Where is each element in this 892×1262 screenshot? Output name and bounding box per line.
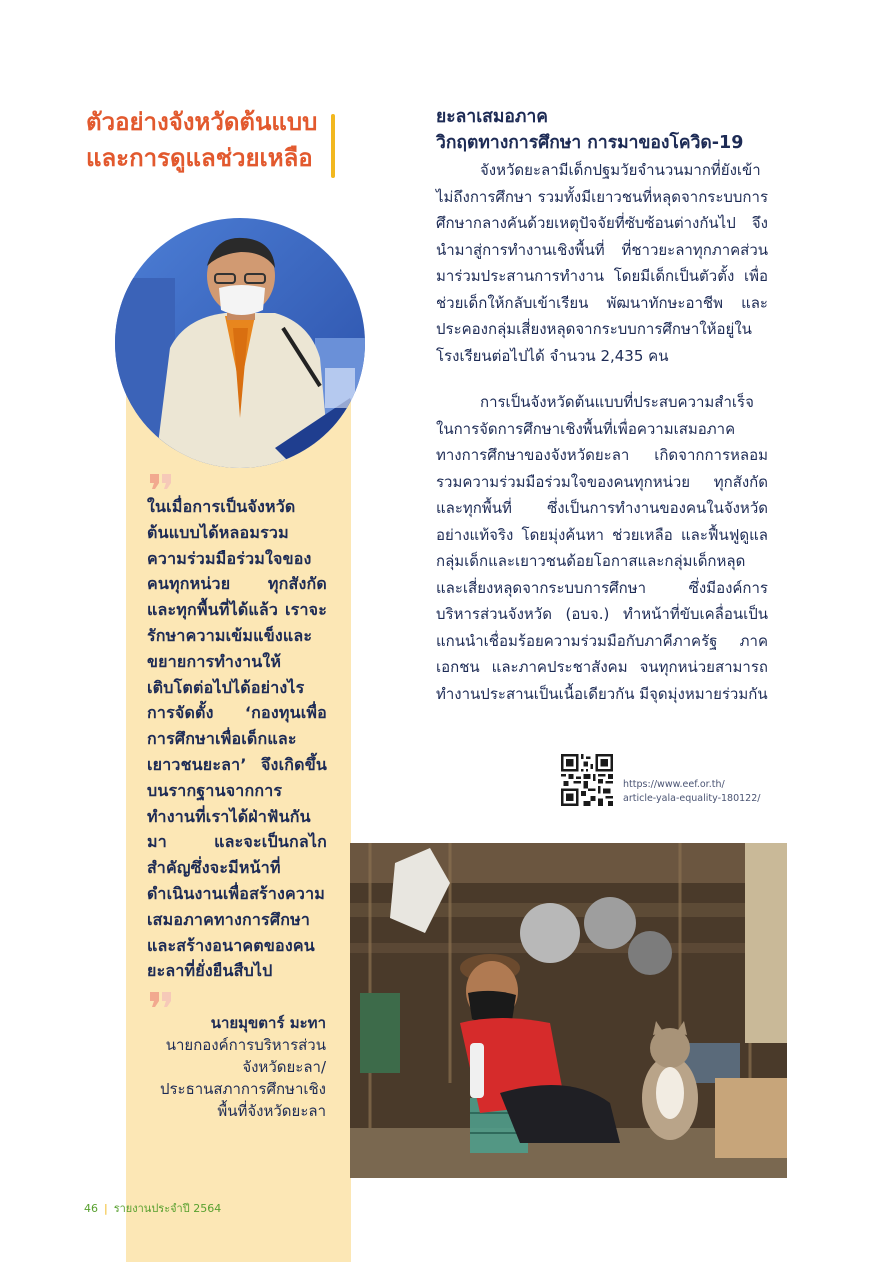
footer-separator: |: [104, 1202, 108, 1215]
heading-line-2: วิกฤตทางการศึกษา การมาของโควิด-19: [436, 133, 744, 153]
pull-quote: ในเมื่อการเป็นจังหวัดต้นแบบได้หลอมรวมความร่วมมือร่วมใจของคนทุกหน่วย ทุกสังกัด และทุกพื้นที่ได้แล้ว เราจะรักษาความเข้มแข็งและขยายการทำงานให้เติบโตต่อไปได้อย่างไร การจัดตั้ง ‘กองทุนเพื่อการศึกษาเพื่อเด็กและเยาวชนยะลา’ จึงเกิดขึ้นบนรากฐานจากการทำงานที่เราได้ฝ่าฟันกันมา และจะเป็นกลไกสำคัญซึ่งจะมีหน้าที่ดำเนินงานเพื่อสร้างความเสมอภาคทางการศึกษา และสร้างอนาคตของคนยะลาที่ยั่งยืนสืบไป: [147, 497, 327, 981]
qr-code-icon[interactable]: [561, 754, 613, 806]
report-title: รายงานประจำปี 2564: [113, 1202, 222, 1215]
body-paragraph-2: การเป็นจังหวัดต้นแบบที่ประสบความสำเร็จในการจัดการศึกษาเชิงพื้นที่เพื่อความเสมอภาคทางการศึกษาของจังหวัดยะลา เกิดจากการหลอมรวมความร่วมมือร่วมใจของคนทุกหน่วย ทุกสังกัด และทุกพื้นที่ ซึ่งเป็นการทำงานของคนในจังหวัดอย่างแท้จริง โดยมุ่งค้นหา ช่วยเหลือ และฟื้นฟูดูแลกลุ่มเด็กและเยาวชนด้อยโอกาสและกลุ่มเด็กหลุดและเสี่ยงหลุดจากระบบการศึกษา ซึ่งมีองค์การบริหารส่วนจังหวัด (อบจ.) ทำหน้าที่ขับเคลื่อนเป็นแกนนำเชื่อมร้อยความร่วมมือกับภาคีภาครัฐ ภาคเอกชน และภาคประชาสังคม จนทุกหน่วยสามารถทำงานประสานเป็นเนื้อเดียวกัน มีจุดมุ่งหมายร่วมกัน: [436, 393, 768, 703]
article-url[interactable]: [623, 778, 760, 806]
speaker-role-1: นายกองค์การบริหารส่วนจังหวัดยะลา/: [165, 1036, 326, 1076]
quote-open-icon: [148, 472, 174, 492]
quote-close-icon: [148, 990, 174, 1010]
speaker-portrait: [115, 218, 365, 468]
url-line-1: https://www.eef.or.th/: [623, 779, 725, 790]
body-paragraph-1: จังหวัดยะลามีเด็กปฐมวัยจำนวนมากที่ยังเข้าไม่ถึงการศึกษา รวมทั้งมีเยาวชนที่หลุดจากระบบการศึกษากลางคันด้วยเหตุปัจจัยที่ซับซ้อนต่างกันไป จึงนำมาสู่การทำงานเชิงพื้นที่ ที่ชาวยะลาทุกภาคส่วนมาร่วมประสานการทำงาน โดยมีเด็กเป็นตัวตั้ง เพื่อช่วยเด็กให้กลับเข้าเรียน พัฒนาทักษะอาชีพ และประคองกลุ่มเสี่ยงหลุดจากระบบการศึกษาให้อยู่ในโรงเรียนต่อไปได้ จำนวน 2,435 คน: [436, 161, 768, 365]
heading-line-1: ยะลาเสมอภาค: [436, 107, 548, 127]
page-footer: [84, 1199, 221, 1217]
speaker-credit: [150, 1012, 326, 1122]
url-line-2: article-yala-equality-180122/: [623, 793, 761, 804]
page-number: 46: [84, 1202, 98, 1215]
speaker-name: นายมุขตาร์ มะทา: [210, 1014, 326, 1032]
section-title: ตัวอย่างจังหวัดต้นแบบและการดูแลช่วยเหลือ: [86, 108, 318, 172]
speaker-role-2: ประธานสภาการศึกษาเชิงพื้นที่จังหวัดยะลา: [159, 1080, 326, 1120]
article-heading: [436, 104, 776, 156]
boy-with-cat-photo: [350, 843, 787, 1178]
title-accent-bar: [331, 114, 335, 178]
